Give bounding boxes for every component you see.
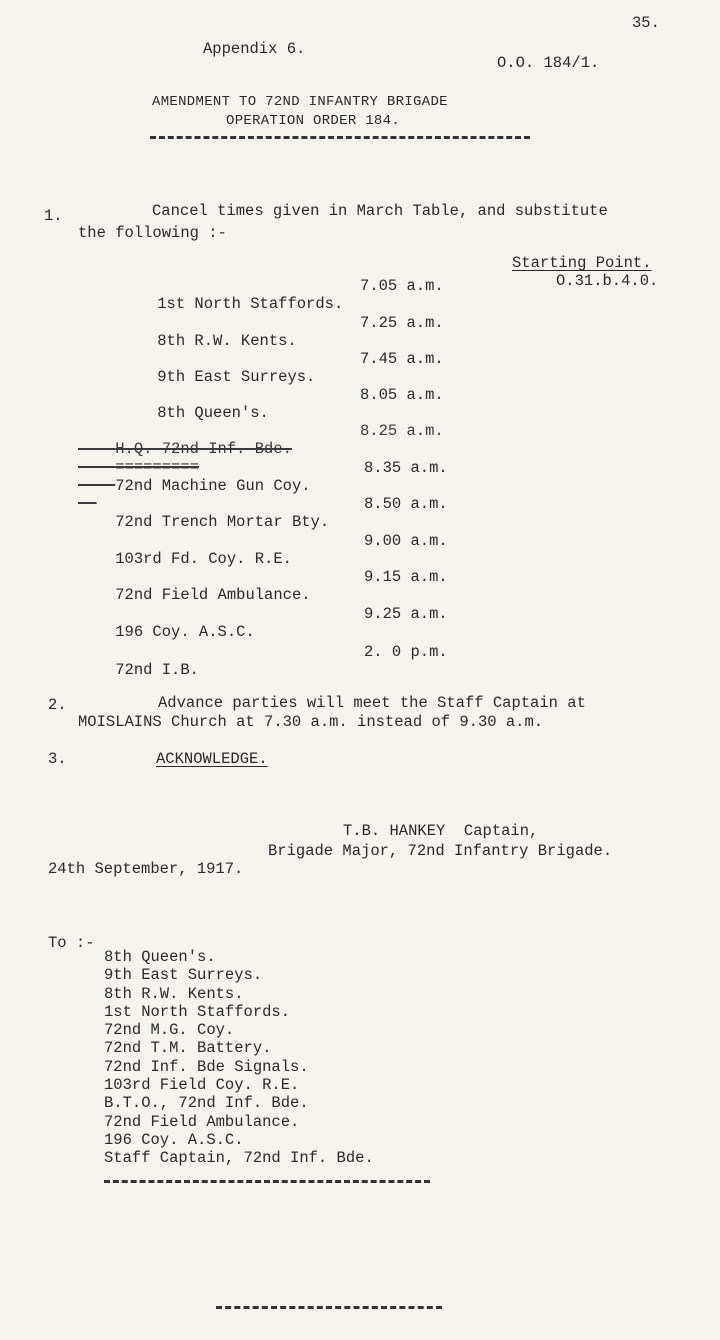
strike-fill: =========: [115, 458, 199, 476]
list-item: 72nd Inf. Bde Signals.: [104, 1057, 309, 1076]
unit-name: 9th East Surreys.: [157, 368, 316, 386]
unit-name: 1st North Staffords.: [157, 295, 344, 313]
signature-name: T.B. HANKEY Captain,: [343, 822, 539, 840]
list-item: B.T.O., 72nd Inf. Bde.: [104, 1094, 309, 1113]
order-reference: O.O. 184/1.: [497, 54, 600, 72]
list-item: 72nd Field Ambulance.: [104, 1112, 300, 1131]
unit-name: 103rd Fd. Coy. R.E.: [115, 550, 292, 568]
unit-name: 8th Queen's.: [157, 404, 269, 422]
unit-name: 72nd Machine Gun Coy.: [115, 477, 311, 495]
page-number: 35.: [632, 14, 660, 32]
march-time: 8.35 a.m.: [364, 459, 448, 477]
list-item: 9th East Surreys.: [104, 966, 263, 985]
title-line-2: OPERATION ORDER 184.: [226, 113, 401, 129]
list-item: 8th Queen's.: [104, 948, 216, 966]
list-item: 1st North Staffords.: [104, 1002, 291, 1021]
para1-text-line1: Cancel times given in March Table, and substitute: [152, 202, 608, 220]
march-time: 7.25 a.m.: [360, 314, 444, 332]
list-item: 8th R.W. Kents.: [104, 984, 244, 1003]
march-time: 8.25 a.m.: [360, 422, 444, 440]
starting-point-label: Starting Point.: [512, 254, 652, 272]
march-time: 8.50 a.m.: [364, 495, 448, 513]
list-item: 72nd M.G. Coy.: [104, 1021, 235, 1040]
signature-title: Brigade Major, 72nd Infantry Brigade.: [268, 842, 613, 860]
document-date: 24th September, 1917.: [48, 860, 244, 878]
march-time: 9.00 a.m.: [364, 532, 448, 550]
unit-name: H.Q. 72nd Inf. Bde.: [115, 440, 292, 458]
list-item: 72nd T.M. Battery.: [104, 1039, 272, 1058]
list-item: 103rd Field Coy. R.E.: [104, 1076, 300, 1095]
appendix-label: Appendix 6.: [203, 40, 306, 58]
march-time: 9.25 a.m.: [364, 605, 448, 623]
march-time: 7.45 a.m.: [360, 350, 444, 368]
para1-number: 1.: [44, 207, 63, 225]
para1-text-line2: the following :-: [78, 224, 227, 242]
distribution-rule: [104, 1180, 430, 1183]
unit-name: 72nd Field Ambulance.: [115, 586, 311, 604]
unit-name: 72nd I.B.: [115, 661, 199, 679]
unit-name: 72nd Trench Mortar Bty.: [115, 513, 330, 531]
para2-line1: Advance parties will meet the Staff Captain at: [158, 694, 586, 712]
distribution-list: [104, 948, 374, 1168]
distribution-label: To :-: [48, 934, 95, 952]
march-time: 9.15 a.m.: [364, 568, 448, 586]
march-time: 7.05 a.m.: [360, 277, 444, 295]
acknowledge: ACKNOWLEDGE.: [156, 750, 268, 768]
title-rule: [150, 136, 530, 139]
para2-number: 2.: [48, 696, 67, 714]
march-time: 8.05 a.m.: [360, 386, 444, 404]
para3-number: 3.: [48, 750, 67, 768]
para2-line2: MOISLAINS Church at 7.30 a.m. instead of 9.30 a.m.: [78, 713, 544, 731]
footer-rule: [216, 1306, 442, 1309]
list-item: 196 Coy. A.S.C.: [104, 1130, 244, 1149]
unit-name: 8th R.W. Kents.: [157, 332, 297, 350]
list-item: Staff Captain, 72nd Inf. Bde.: [104, 1149, 374, 1168]
unit-name: 196 Coy. A.S.C.: [115, 623, 255, 641]
starting-point-value: O.31.b.4.0.: [556, 272, 659, 290]
march-time: 2. 0 p.m.: [364, 643, 448, 661]
title-line-1: AMENDMENT TO 72ND INFANTRY BRIGADE: [152, 94, 448, 110]
